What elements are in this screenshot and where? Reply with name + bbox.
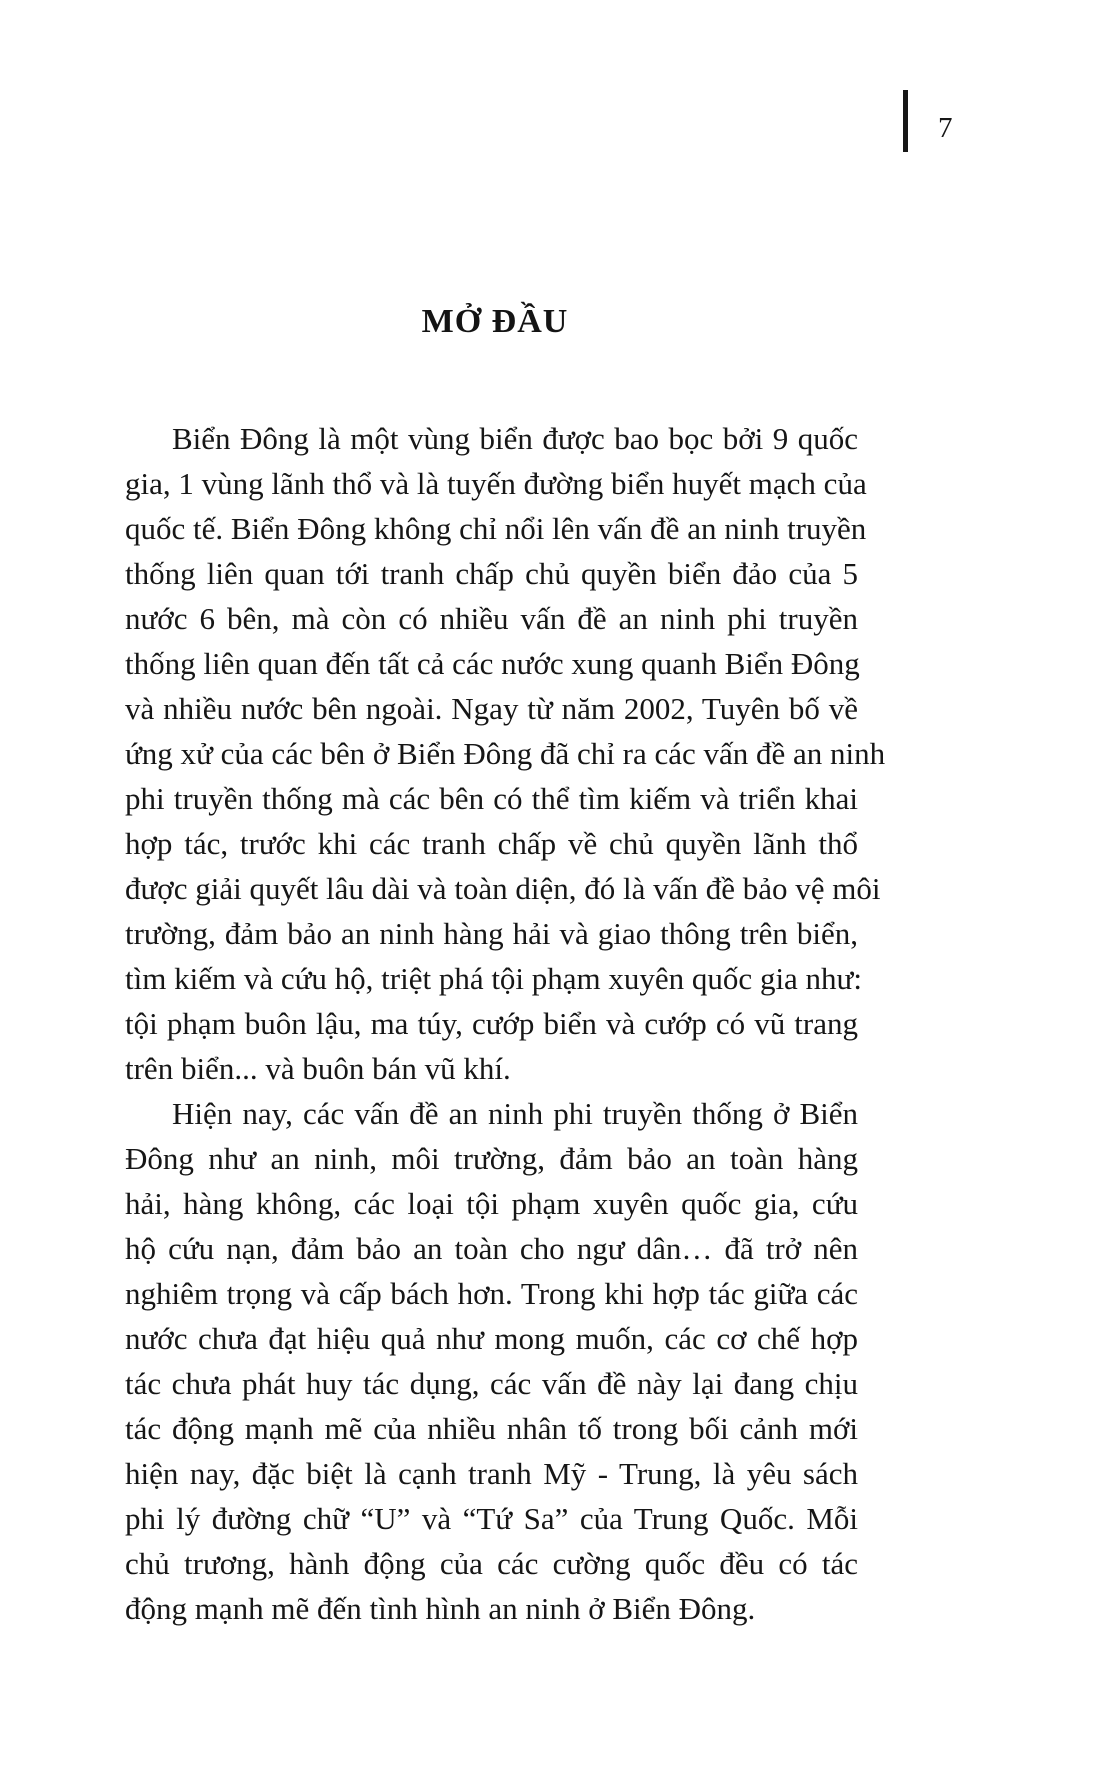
text-line: trường, đảm bảo an ninh hàng hải và giao thông trên biển, <box>125 916 858 951</box>
text-line: tìm kiếm và cứu hộ, triệt phá tội phạm xuyên quốc gia như: <box>125 961 862 996</box>
text-line: phi lý đường chữ “U” và “Tứ Sa” của Trung Quốc. Mỗi <box>125 1501 858 1536</box>
text-line: nước 6 bên, mà còn có nhiều vấn đề an ninh phi truyền <box>125 601 858 636</box>
text-line: thống liên quan tới tranh chấp chủ quyền biển đảo của 5 <box>125 556 858 591</box>
text-line: tội phạm buôn lậu, ma túy, cướp biển và cướp có vũ trang <box>125 1006 858 1041</box>
text-line: hiện nay, đặc biệt là cạnh tranh Mỹ - Trung, là yêu sách <box>125 1456 858 1491</box>
text-line: trên biển... và buôn bán vũ khí. <box>125 1051 511 1086</box>
text-line: chủ trương, hành động của các cường quốc đều có tác <box>125 1546 858 1581</box>
page-number-rule <box>903 90 908 152</box>
text-line: phi truyền thống mà các bên có thể tìm kiếm và triển khai <box>125 781 858 816</box>
page-title: MỞ ĐẦU <box>421 303 569 340</box>
text-line: tác chưa phát huy tác dụng, các vấn đề này lại đang chịu <box>125 1366 858 1401</box>
paragraph <box>125 416 886 1091</box>
text-line: ứng xử của các bên ở Biển Đông đã chỉ ra các vấn đề an ninh <box>125 736 886 771</box>
text-line: hợp tác, trước khi các tranh chấp về chủ quyền lãnh thổ <box>125 826 858 861</box>
text-line: Biển Đông là một vùng biển được bao bọc bởi 9 quốc <box>172 421 858 456</box>
text-line: hộ cứu nạn, đảm bảo an toàn cho ngư dân… đã trở nên <box>125 1231 858 1266</box>
text-line: tác động mạnh mẽ của nhiều nhân tố trong bối cảnh mới <box>125 1411 858 1446</box>
paragraph <box>125 1091 858 1631</box>
text-line: gia, 1 vùng lãnh thổ và là tuyến đường biển huyết mạch của <box>125 466 867 501</box>
text-line: và nhiều nước bên ngoài. Ngay từ năm 2002, Tuyên bố về <box>125 691 858 726</box>
text-line: được giải quyết lâu dài và toàn diện, đó là vấn đề bảo vệ môi <box>125 871 881 906</box>
body-text <box>125 416 886 1631</box>
text-line: nước chưa đạt hiệu quả như mong muốn, các cơ chế hợp <box>125 1321 858 1356</box>
text-line: quốc tế. Biển Đông không chỉ nổi lên vấn đề an ninh truyền <box>125 511 867 546</box>
text-line: thống liên quan đến tất cả các nước xung quanh Biển Đông <box>125 646 860 681</box>
text-line: động mạnh mẽ đến tình hình an ninh ở Biển Đông. <box>125 1591 756 1626</box>
text-line: Đông như an ninh, môi trường, đảm bảo an toàn hàng <box>125 1141 858 1176</box>
text-line: Hiện nay, các vấn đề an ninh phi truyền thống ở Biển <box>172 1096 858 1131</box>
page-number: 7 <box>938 112 953 144</box>
text-line: hải, hàng không, các loại tội phạm xuyên quốc gia, cứu <box>125 1186 858 1221</box>
text-line: nghiêm trọng và cấp bách hơn. Trong khi hợp tác giữa các <box>125 1276 858 1311</box>
